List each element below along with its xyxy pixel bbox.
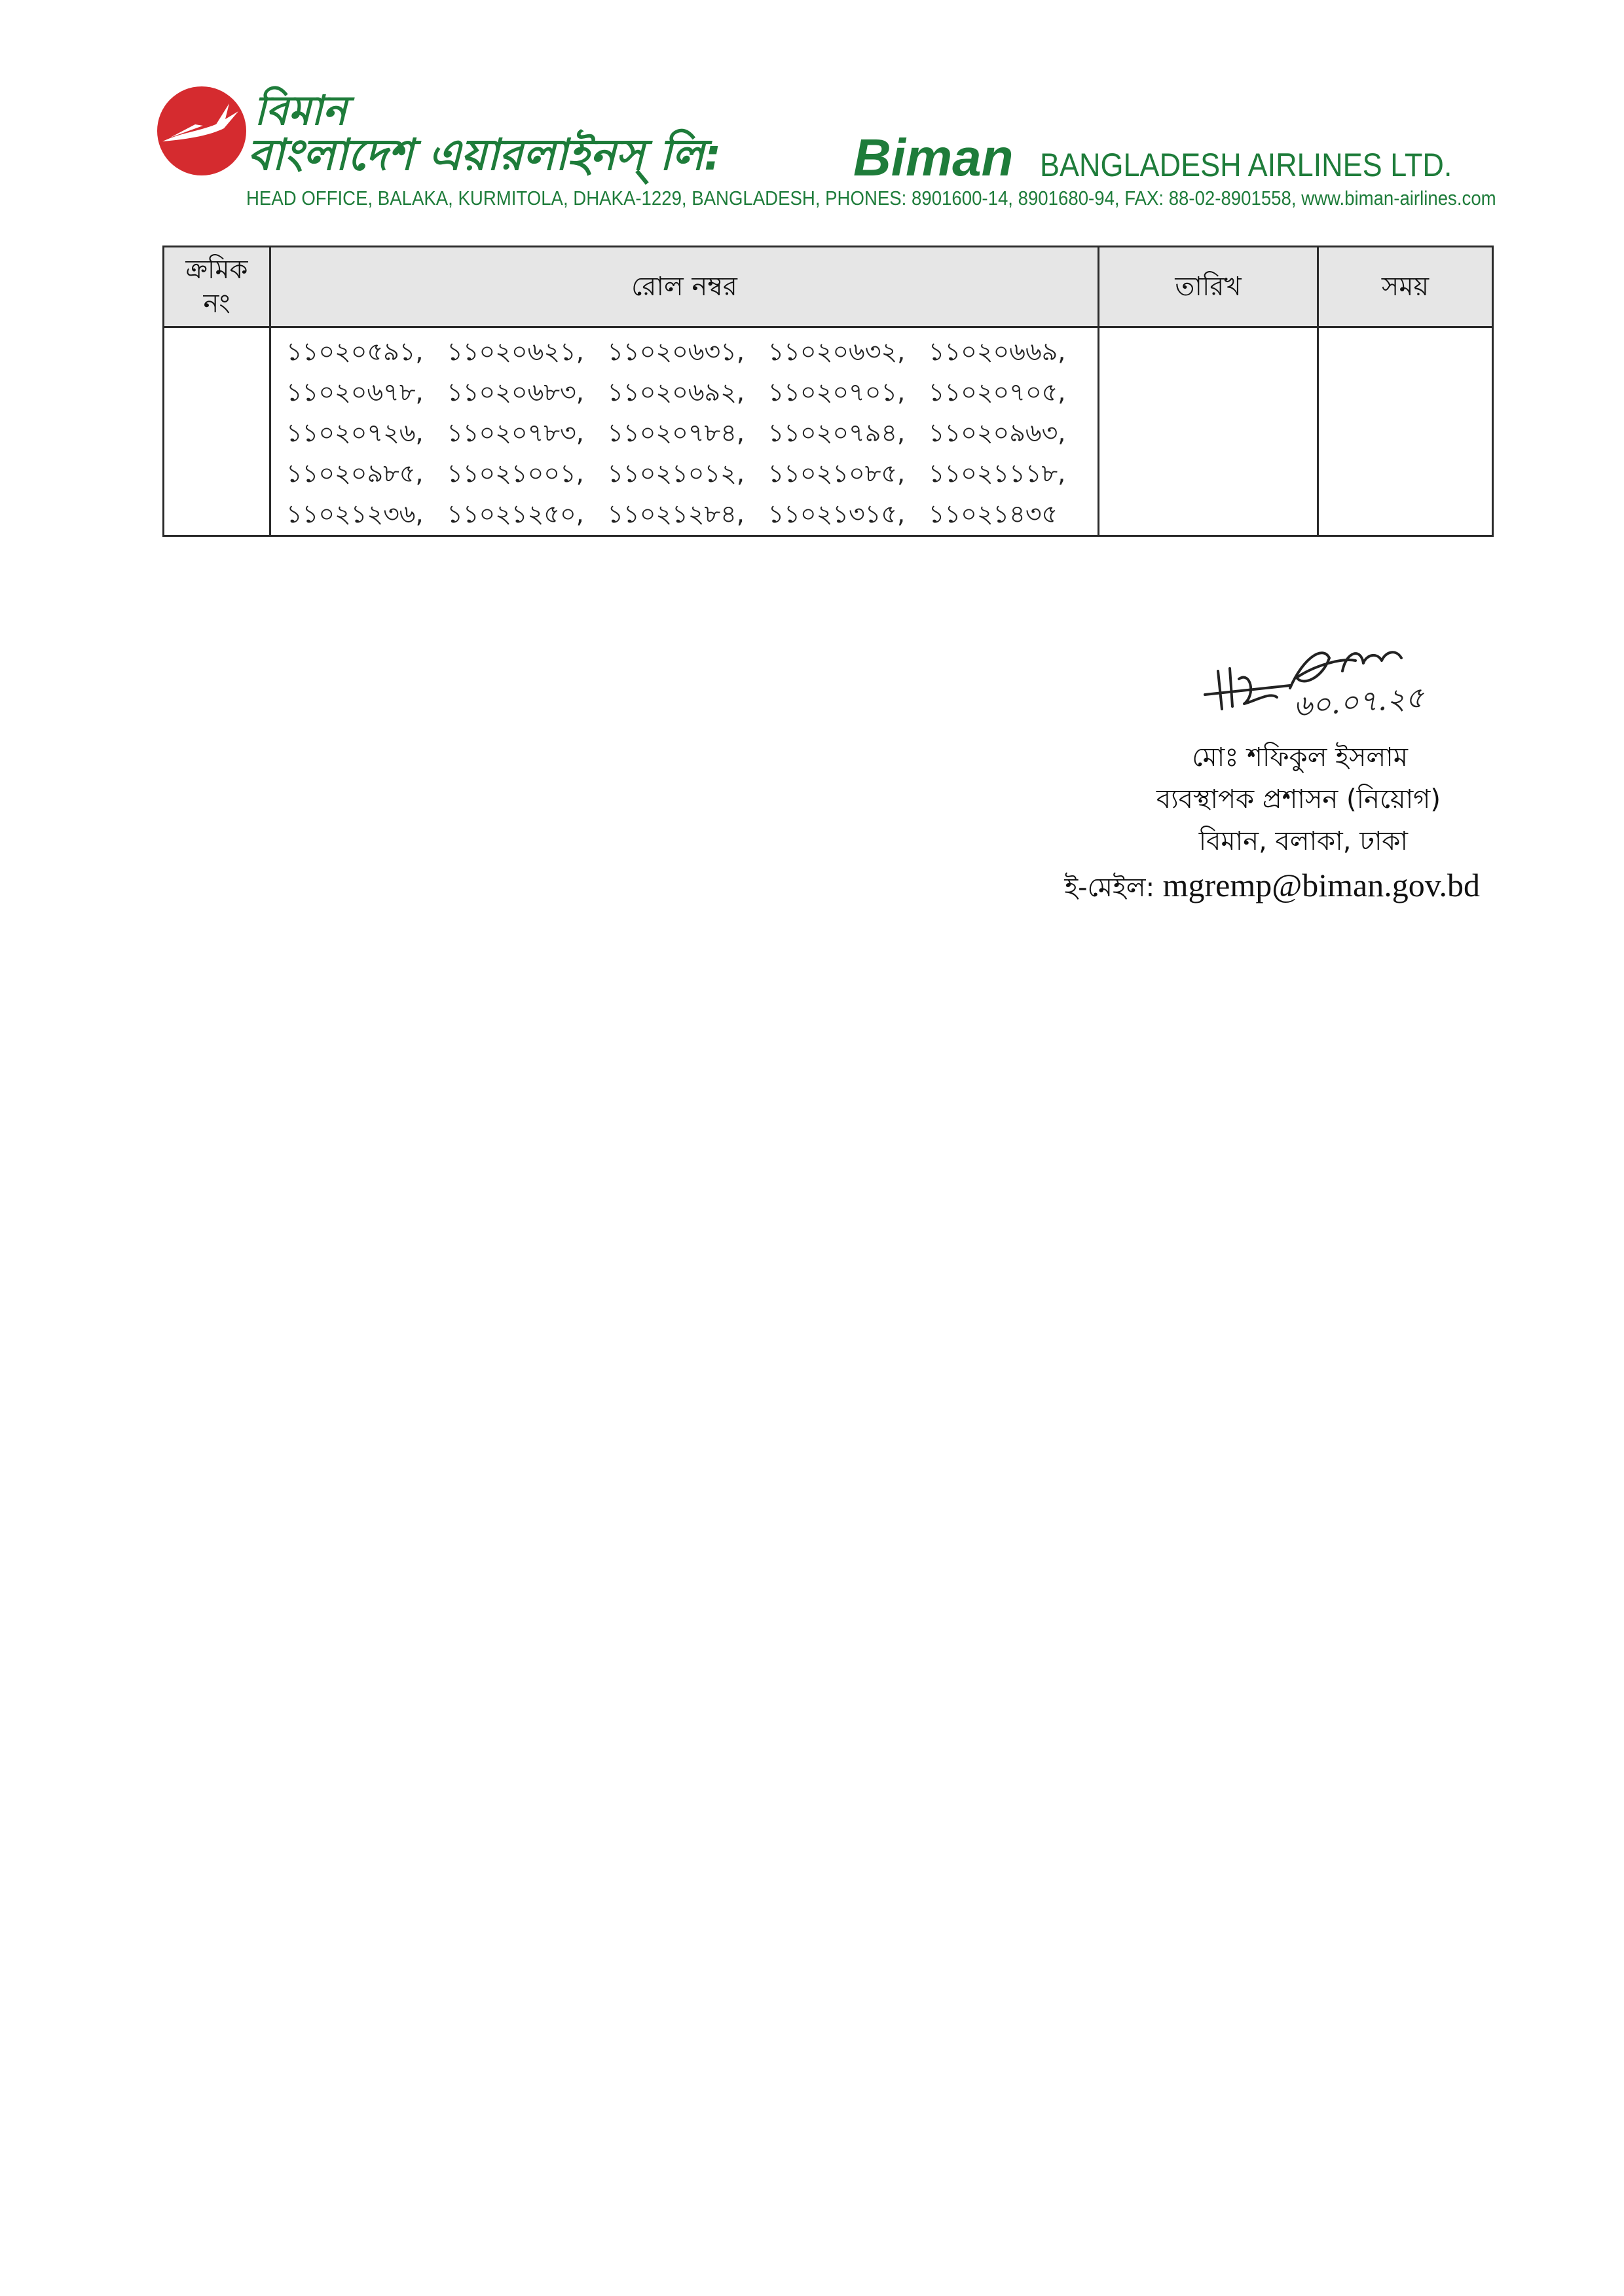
roll-number: ১১০২০৭৯৪,: [767, 418, 906, 447]
header-serial: [164, 247, 270, 327]
table-row: [164, 327, 1493, 536]
roll-number: ১১০২১০১২,: [607, 459, 745, 488]
cell-serial: [164, 327, 270, 536]
signatory-email-line: [891, 862, 1480, 911]
roll-number: ১১০২০৭৮৩,: [447, 418, 584, 447]
roll-number: ১১০২১২৮৪,: [607, 500, 745, 528]
header-date: তারিখ: [1099, 247, 1318, 327]
roll-number: ১১০২০৬৩১,: [607, 337, 745, 366]
roll-number: ১১০২০৭৮৪,: [607, 418, 745, 447]
letterhead: [156, 84, 1496, 215]
cell-time: [1318, 327, 1493, 536]
roll-number: ১১০২০৭২৬,: [286, 418, 424, 447]
signatory-designation: ব্যবস্থাপক প্রশাসন (নিয়োগ): [1156, 784, 1441, 814]
roll-number: ১১০২০৯৮৫,: [286, 459, 424, 488]
roll-number: ১১০২১২৩৬,: [286, 500, 424, 528]
email-label: ই-মেইল:: [1064, 873, 1155, 903]
brand-tagline-english: BANGLADESH AIRLINES LTD.: [1040, 147, 1452, 183]
roll-number: ১১০২০৯৬৩,: [928, 418, 1066, 447]
signatory-block: [891, 737, 1480, 911]
brand-name-bangla-line2: বাংলাদেশ এয়ারলাইনস্ লি:: [248, 130, 722, 180]
roll-number: ১১০২০৬৭৮,: [286, 378, 424, 407]
roll-number: ১১০২১২৫০,: [447, 500, 584, 528]
roll-number: ১১০২০৬৯২,: [607, 378, 745, 407]
biman-logo-icon: [156, 85, 248, 177]
roll-number-list: [272, 329, 1097, 534]
cell-roll-numbers: [270, 327, 1099, 536]
signature-date: ৬০.০৭.২৫: [1292, 681, 1426, 723]
header-roll-number: রোল নম্বর: [270, 247, 1099, 327]
head-office-address: HEAD OFFICE, BALAKA, KURMITOLA, DHAKA-1229, BANGLADESH, PHONES: 8901600-14, 8901680-94, FAX: 88-02-8901558, www.biman-airlines.com: [246, 187, 1496, 210]
roll-number: ১১০২০৬৬৯,: [928, 337, 1066, 366]
table-header-row: [164, 247, 1493, 327]
brand-name-english: Biman: [853, 128, 1014, 187]
roll-number: ১১০২১৩১৫,: [767, 500, 906, 528]
email-address[interactable]: mgremp@biman.gov.bd: [1162, 867, 1480, 903]
roll-number: ১১০২০৬৮৩,: [447, 378, 584, 407]
roll-number-table: [162, 246, 1494, 537]
cell-date: [1099, 327, 1318, 536]
roll-number: ১১০২০৬২১,: [447, 337, 584, 366]
roll-number: ১১০২১০০১,: [447, 459, 584, 488]
brand-name-bangla-line1: বিমান: [254, 86, 347, 134]
roll-number: ১১০২০৬৩২,: [767, 337, 906, 366]
roll-number: ১১০২১৪৩৫: [928, 500, 1058, 528]
signatory-name: মোঃ শফিকুল ইসলাম: [1192, 742, 1408, 773]
header-time: সময়: [1318, 247, 1493, 327]
signatory-address: বিমান, বলাকা, ঢাকা: [1198, 826, 1408, 856]
roll-number: ১১০২০৭০৫,: [928, 378, 1066, 407]
header-serial-line2: নং: [203, 289, 231, 319]
roll-number: ১১০২০৫৯১,: [286, 337, 424, 366]
roll-number: ১১০২১১১৮,: [928, 459, 1066, 488]
header-serial-line1: ক্রমিক: [185, 255, 248, 285]
roll-number: ১১০২০৭০১,: [767, 378, 906, 407]
roll-number: ১১০২১০৮৫,: [767, 459, 906, 488]
